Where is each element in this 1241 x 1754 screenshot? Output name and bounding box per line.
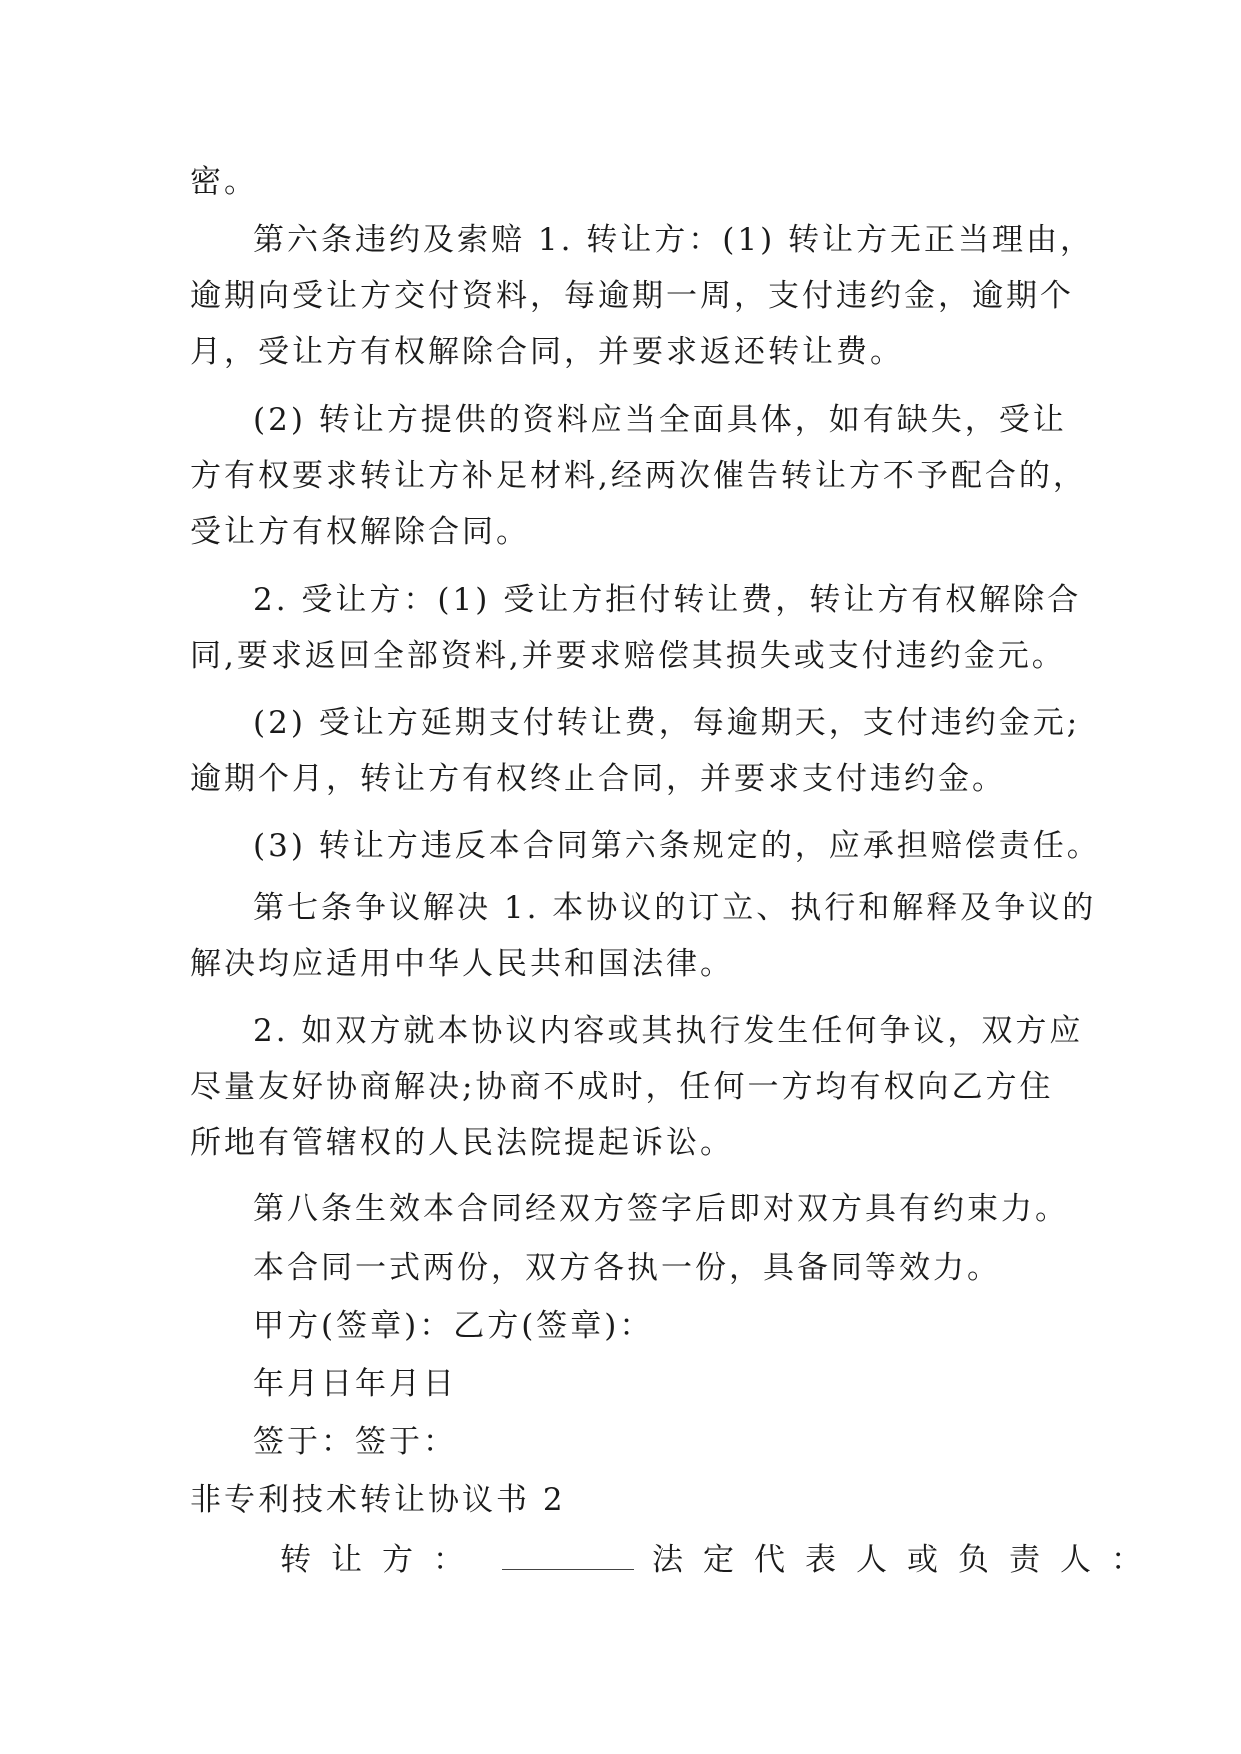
text-line: (2) 受让方延期支付转让费，每逾期天，支付违约金元; — [253, 705, 1081, 741]
text-line: 年月日年月日 — [253, 1366, 457, 1402]
transferor-line — [280, 1532, 1162, 1588]
section-heading — [190, 1472, 1070, 1528]
text-line: 解决均应适用中华人民共和国法律。 — [190, 946, 734, 982]
text-line: 受让方有权解除合同。 — [190, 514, 530, 550]
text-line: 本合同一式两份，双方各执一份，具备同等效力。 — [253, 1250, 1001, 1286]
text-line: 第六条违约及索赔 1. 转让方：(1) 转让方无正当理由， — [253, 222, 1095, 258]
transferor-label: 转让方： — [280, 1542, 484, 1578]
signature-places — [253, 1414, 1070, 1470]
text-line: 2. 如双方就本协议内容或其执行发生任何争议，双方应 — [253, 1013, 1084, 1049]
text-line: 逾期向受让方交付资料，每逾期一周，支付违约金，逾期个 — [190, 278, 1074, 314]
signature-dates — [253, 1356, 1070, 1412]
text-line: 同,要求返回全部资料,并要求赔偿其损失或支付违约金元。 — [190, 638, 1066, 674]
legal-rep-label: 法定代表人或负责人： — [652, 1542, 1162, 1578]
paragraph-transferor-2 — [190, 392, 1087, 560]
heading-text: 非专利技术转让协议书 2 — [190, 1482, 566, 1518]
text-line: (2) 转让方提供的资料应当全面具体，如有缺失，受让 — [253, 402, 1067, 438]
text-line: 逾期个月，转让方有权终止合同，并要求支付违约金。 — [190, 761, 1006, 797]
text-line: 尽量友好协商解决;协商不成时，任何一方均有权向乙方住 — [190, 1069, 1054, 1105]
text-line: 甲方(签章)：乙方(签章)： — [253, 1308, 654, 1344]
text-line: 第八条生效本合同经双方签字后即对双方具有约束力。 — [253, 1191, 1069, 1227]
transferor-blank-field — [502, 1549, 634, 1570]
paragraph-1 — [190, 154, 1070, 210]
signature-parties — [253, 1298, 1070, 1354]
paragraph-transferee-2 — [190, 695, 1081, 807]
paragraph-copies — [253, 1240, 1070, 1296]
text-line: (3) 转让方违反本合同第六条规定的，应承担赔偿责任。 — [253, 828, 1101, 864]
paragraph-article-6 — [190, 212, 1095, 380]
text-line: 月，受让方有权解除合同，并要求返还转让费。 — [190, 334, 904, 370]
text-line: 2. 受让方：(1) 受让方拒付转让费，转让方有权解除合 — [253, 582, 1082, 618]
text-line: 方有权要求转让方补足材料,经两次催告转让方不予配合的， — [190, 458, 1087, 494]
paragraph-transferee-1 — [190, 572, 1082, 684]
paragraph-article-7 — [190, 880, 1097, 992]
text-line: 第七条争议解决 1. 本协议的订立、执行和解释及争议的 — [253, 890, 1097, 926]
text-line: 签于：签于： — [253, 1424, 457, 1460]
paragraph-dispute-2 — [190, 1003, 1084, 1171]
paragraph-article-8 — [253, 1181, 1070, 1237]
text-line: 密。 — [190, 164, 258, 200]
paragraph-transferee-3 — [253, 818, 1101, 874]
text-line: 所地有管辖权的人民法院提起诉讼。 — [190, 1125, 734, 1161]
